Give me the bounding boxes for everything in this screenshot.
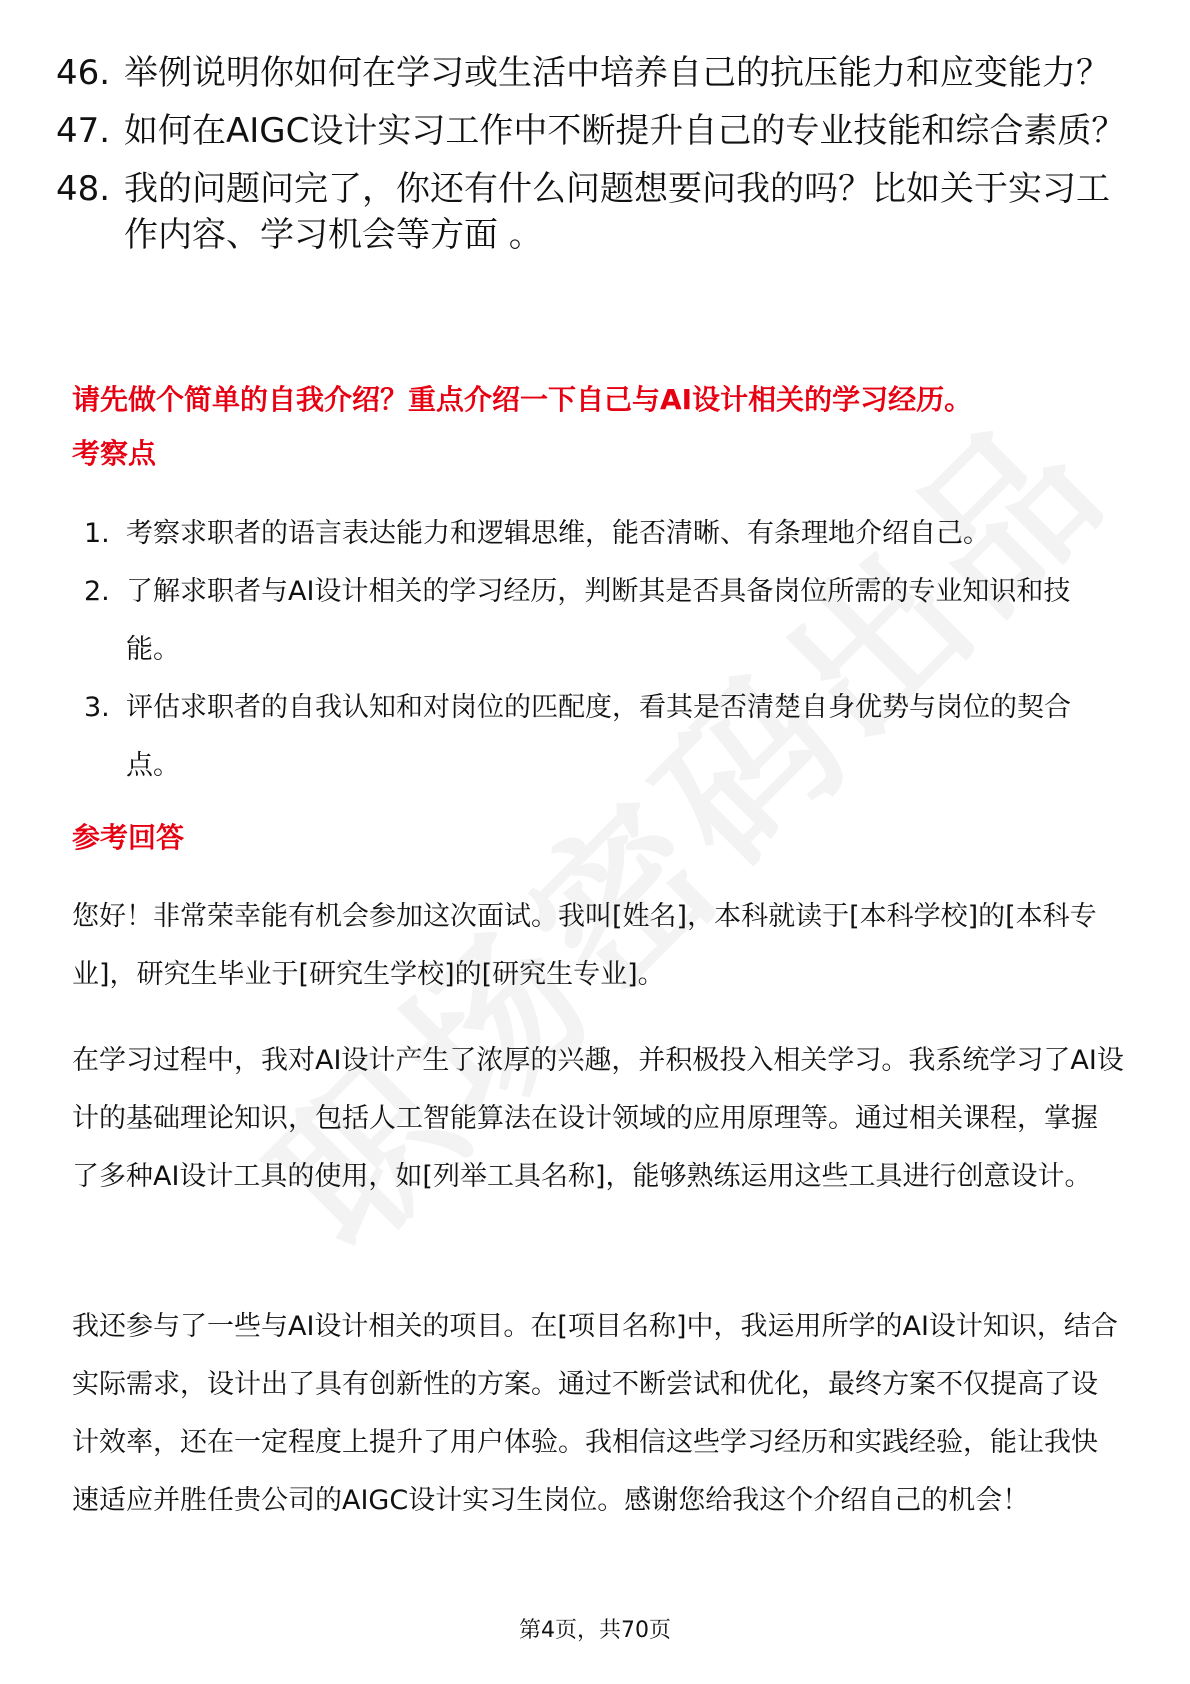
question-number: 48. xyxy=(56,169,111,209)
point-text: 考察求职者的语言表达能力和逻辑思维，能否清晰、有条理地介绍自己。 xyxy=(126,518,990,549)
assessment-point xyxy=(84,505,1124,563)
question-item xyxy=(56,50,1136,96)
answer-paragraph: 您好！非常荣幸能有机会参加这次面试。我叫[姓名]，本科就读于[本科学校]的[本科专业]，研究生毕业于[研究生学校]的[研究生专业]。 xyxy=(72,901,1097,990)
point-number: 1. xyxy=(84,518,110,549)
answer-paragraph: 我还参与了一些与AI设计相关的项目。在[项目名称]中，我运用所学的AI设计知识，结合实际需求，设计出了具有创新性的方案。通过不断尝试和优化，最终方案不仅提高了设计效率，还在一定程度上提升了用户体验。我相信这些学习经历和实践经验，能让我快速适应并胜任贵公司的AIGC设计实习生岗位。感谢您给我这个介绍自己的机会！ xyxy=(72,1311,1118,1516)
point-text: 了解求职者与AI设计相关的学习经历，判断其是否具备岗位所需的专业知识和技能。 xyxy=(126,576,1071,665)
question-item xyxy=(56,166,1136,258)
assessment-point xyxy=(84,679,1124,795)
question-number: 46. xyxy=(56,53,111,93)
question-text: 我的问题问完了，你还有什么问题想要问我的吗？比如关于实习工作内容、学习机会等方面 。 xyxy=(124,169,1110,255)
point-number: 3. xyxy=(84,692,110,723)
page-number: 第4页，共70页 xyxy=(519,1618,671,1643)
assessment-point xyxy=(84,563,1124,679)
assessment-points-list xyxy=(84,505,1124,795)
question-number: 47. xyxy=(56,111,111,151)
answer-paragraph: 在学习过程中，我对AI设计产生了浓厚的兴趣，并积极投入相关学习。我系统学习了AI设计的基础理论知识，包括人工智能算法在设计领域的应用原理等。通过相关课程，掌握了多种AI设计工具的使用，如[列举工具名称]，能够熟练运用这些工具进行创意设计。 xyxy=(72,1045,1124,1192)
reference-answer-heading: 参考回答 xyxy=(72,821,185,854)
point-number: 2. xyxy=(84,576,110,607)
interview-question-heading: 请先做个简单的自我介绍？重点介绍一下自己与AI设计相关的学习经历。 xyxy=(72,383,973,416)
question-item xyxy=(56,108,1136,154)
question-text: 如何在AIGC设计实习工作中不断提升自己的专业技能和综合素质？ xyxy=(124,111,1126,151)
question-text: 举例说明你如何在学习或生活中培养自己的抗压能力和应变能力？ xyxy=(124,53,1110,93)
question-list xyxy=(56,50,1136,270)
point-text: 评估求职者的自我认知和对岗位的匹配度，看其是否清楚自身优势与岗位的契合点。 xyxy=(126,692,1071,781)
assessment-points-heading: 考察点 xyxy=(72,437,157,470)
